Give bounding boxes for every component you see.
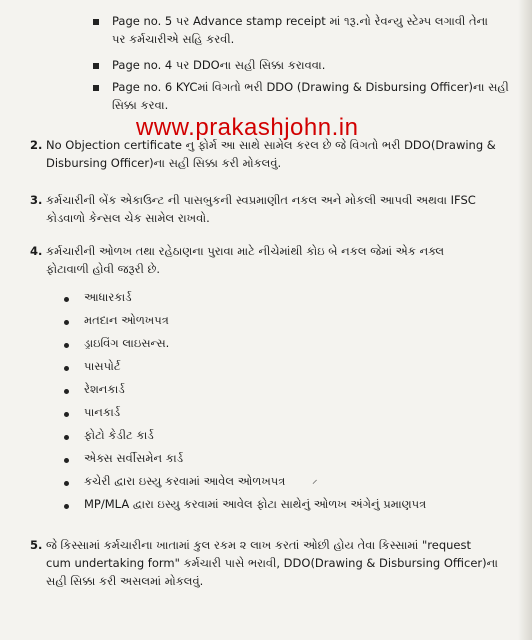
round-bullet-icon	[64, 366, 69, 371]
text-line: સિક્કા કરવા.	[112, 98, 169, 112]
item-number: 4.	[30, 244, 43, 258]
text-line: જે કિસ્સામાં કર્મચારીના ખાતામાં કુલ રકમ ૨ લાખ કરતાં ઓછી હોય તેવા કિસ્સામાં "request	[46, 538, 471, 552]
round-bullet-icon	[64, 412, 69, 417]
text-line: સહી સિક્કા કરી અસલમાં મોકલવું.	[46, 574, 204, 588]
text-line: ફોટાવાળી હોવી જરૂરી છે.	[46, 262, 161, 276]
watermark: www.prakashjohn.in	[136, 114, 359, 141]
round-bullet-icon	[64, 297, 69, 302]
list-item: એક્સ સર્વીસમેન કાર્ડ	[84, 451, 184, 465]
round-bullet-icon	[64, 320, 69, 325]
list-item: મતદાન ઓળખપત્ર	[84, 313, 169, 327]
text-line: No Objection certificate નુ ફોર્મ આ સાથે સામેલ કરલ છે જે વિગતો ભરી DDO(Drawing &	[46, 138, 496, 152]
round-bullet-icon	[64, 458, 69, 463]
text-line: Page no. 5 પર Advance stamp receipt માં ૧રૂ.નો રેવન્યુ સ્ટેમ્પ લગાવી તેના	[112, 14, 488, 28]
item-number: 2.	[30, 138, 43, 152]
item-number: 5.	[30, 538, 43, 552]
square-bullet-icon	[93, 85, 99, 91]
list-item: પાનકાર્ડ	[84, 405, 121, 419]
list-item: ડ્રાઇવિંગ લાઇસન્સ.	[84, 336, 170, 350]
list-item: કચેરી દ્વારા ઇસ્યુ કરવામાં આવેલ ઓળખપત્ર	[84, 474, 286, 488]
text-line: કર્મચારીની ઓળખ તથા રહેઠાણના પુરાવા માટે નીચેમાંથી કોઇ બે નકલ જેમાં એક નક્લ	[46, 244, 445, 258]
round-bullet-icon	[64, 435, 69, 440]
text-line: cum undertaking form" કર્મચારી પાસે ભરાવી, DDO(Drawing & Disbursing Officer)ના	[46, 556, 498, 570]
round-bullet-icon	[64, 389, 69, 394]
text-line: પર કર્મચારીએ સહિ કરવી.	[112, 32, 235, 46]
list-item: પાસપોર્ટ	[84, 359, 121, 373]
round-bullet-icon	[64, 481, 69, 486]
pen-mark-icon: ⸝	[312, 473, 318, 486]
list-item: ફોટો કેડીટ કાર્ડ	[84, 428, 154, 442]
list-item: આધારકાર્ડ	[84, 290, 132, 304]
text-line: Page no. 4 પર DDOના સહી સિક્કા કરાવવા.	[112, 58, 326, 72]
list-item: MP/MLA દ્વારા ઇસ્યુ કરવામાં આવેલ ફોટા સાથેનું ઓળખ અંગેનું પ્રમાણપત્ર	[84, 497, 427, 511]
page-edge-shadow	[518, 0, 532, 640]
text-line: કોડવાળો કેન્સલ ચેક સામેલ રાખવો.	[46, 211, 210, 225]
text-line: Page no. 6 KYCમાં વિગતો ભરી DDO (Drawing & Disbursing Officer)ના સહી	[112, 80, 509, 94]
square-bullet-icon	[93, 19, 99, 25]
text-line: કર્મચારીની બેંક એકાઉન્ટ ની પાસબુકની સ્વપ્રમાણીત નકલ અને મોકલી આપવી અથવા IFSC	[46, 193, 476, 207]
round-bullet-icon	[64, 504, 69, 509]
square-bullet-icon	[93, 63, 99, 69]
text-line: Disbursing Officer)ના સહી સિક્કા કરી મોકલવું.	[46, 156, 282, 170]
list-item: રેશનકાર્ડ	[84, 382, 125, 396]
item-number: 3.	[30, 193, 43, 207]
round-bullet-icon	[64, 343, 69, 348]
